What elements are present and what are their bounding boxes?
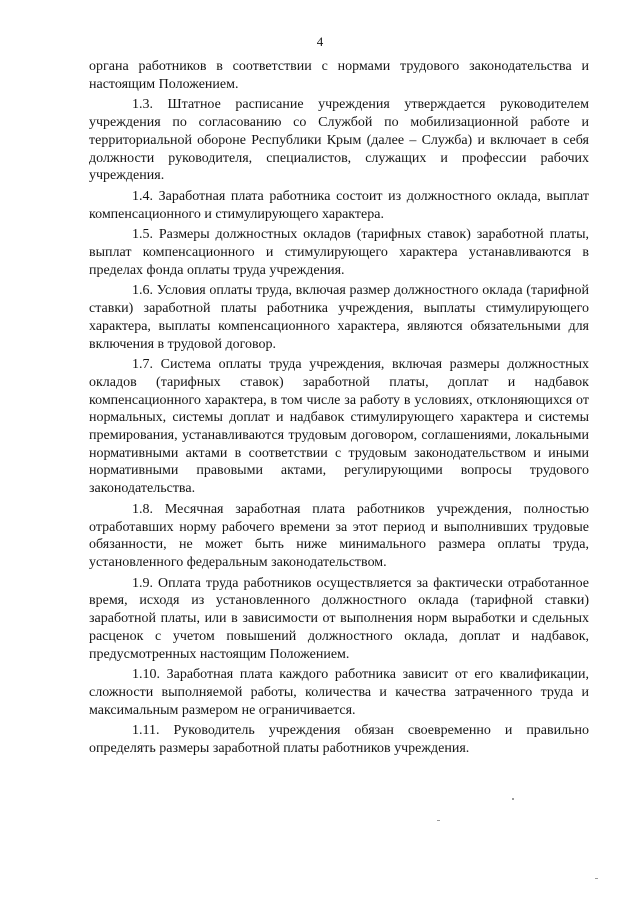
paragraph-1-7: 1.7. Система оплаты труда учреждения, включая размеры должностных окладов (тарифных ставок) заработной платы, доплат и надбавок компенсационного характера, в том числе за работу в условиях, отклоняющихся от нормальных, системы доплат и надбавок стимулирующего характера и системы премирования, устанавливаются трудовым договором, соглашениями, локальными нормативными актами в соответствии с трудовым законодательством и иными нормативными правовыми актами, регулирующими вопросы трудового законодательства. <box>89 357 589 497</box>
paragraph-1-11: 1.11. Руководитель учреждения обязан своевременно и правильно определять размеры заработной платы работников учреждения. <box>89 723 589 757</box>
paragraph-continuation: органа работников в соответствии с нормами трудового законодательства и настоящим Положением. <box>89 59 589 92</box>
paragraph-1-10: 1.10. Заработная плата каждого работника зависит от его квалификации, сложности выполняемой работы, количества и качества затраченного труда и максимальным размером не ограничивается. <box>89 667 589 718</box>
paragraph-1-3: 1.3. Штатное расписание учреждения утверждается руководителем учреждения по согласованию со Службой по мобилизационной работе и территориальной обороне Республики Крым (далее – Служба) и включает в себя должности руководителя, специалистов, служащих и профессии рабочих учреждения. <box>89 97 589 184</box>
paragraph-1-8: 1.8. Месячная заработная плата работников учреждения, полностью отработавших норму рабочего времени за этот период и выполнивших трудовые обязанности, не может быть ниже минимального размера оплаты труда, установленного федеральным законодательством. <box>89 501 589 570</box>
scan-speck <box>512 798 514 800</box>
paragraph-1-4: 1.4. Заработная плата работника состоит из должностного оклада, выплат компенсационного и стимулирующего характера. <box>89 188 589 222</box>
page-number: 4 <box>316 34 324 49</box>
scan-speck <box>595 878 598 879</box>
paragraph-1-6: 1.6. Условия оплаты труда, включая размер должностного оклада (тарифной ставки) заработной платы работника учреждения, выплаты стимулирующего характера, выплаты компенсационного характера, являются обязательными для включения в трудовой договор. <box>89 283 589 352</box>
paragraph-1-9: 1.9. Оплата труда работников осуществляется за фактически отработанное время, исходя из установленного должностного оклада (тарифной ставки) заработной платы, или в зависимости от выполнения норм выработки и сдельных расценок с учетом повышений должностного оклада, доплат и надбавок, предусмотренных настоящим Положением. <box>89 575 589 662</box>
document-body <box>89 58 589 761</box>
scan-speck <box>437 820 440 821</box>
paragraph-1-5: 1.5. Размеры должностных окладов (тарифных ставок) заработной платы, выплат компенсационного и стимулирующего характера устанавливаются в пределах фонда оплаты труда учреждения. <box>89 227 589 278</box>
